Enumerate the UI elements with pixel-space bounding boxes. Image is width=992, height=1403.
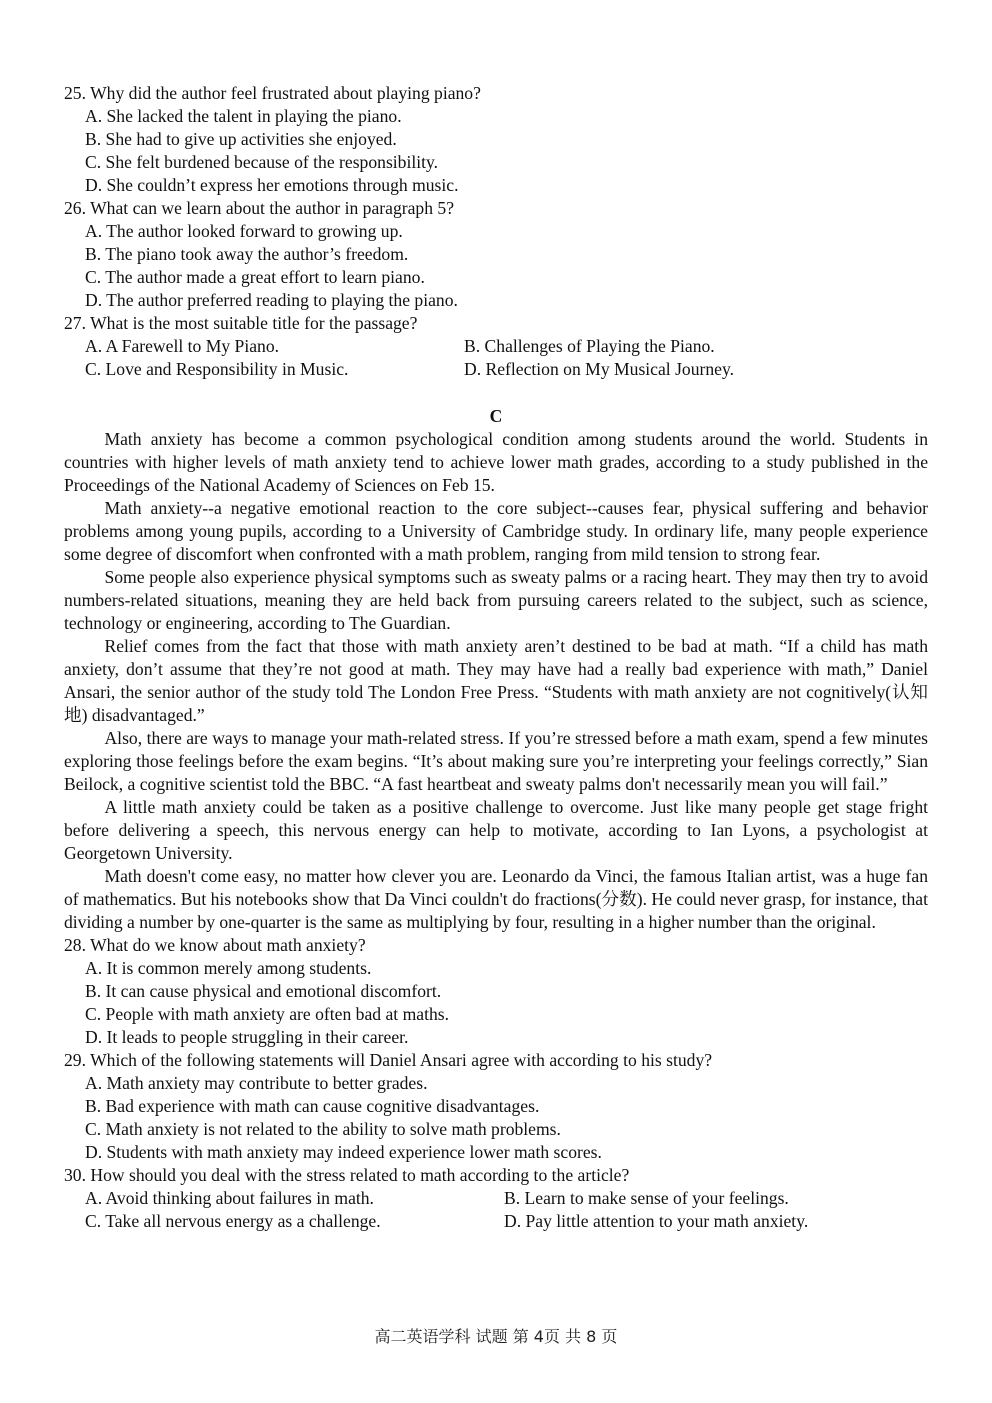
question-25-option-c: C. She felt burdened because of the responsibility. xyxy=(85,152,439,172)
question-29-option-c: C. Math anxiety is not related to the ability to solve math problems. xyxy=(85,1119,561,1139)
passage-paragraph-5: Also, there are ways to manage your math-related stress. If you’re stressed before a math exam, spend a few minutes exploring those feelings before the exam begins. “It’s about making sure you’re interpreting your feelings correctly,” Sian Beilock, a cognitive scientist told the BBC. “A fast heartbeat and sweaty palms don't necessarily mean you will fail.” xyxy=(64,728,928,794)
question-26-stem: 26. What can we learn about the author in paragraph 5? xyxy=(64,198,455,218)
question-29-option-d: D. Students with math anxiety may indeed experience lower math scores. xyxy=(85,1142,602,1162)
question-30-option-d: D. Pay little attention to your math anxiety. xyxy=(504,1211,809,1231)
question-30-option-a: A. Avoid thinking about failures in math. xyxy=(85,1188,374,1208)
question-30-options-row-1 xyxy=(64,1187,928,1210)
question-27-option-c: C. Love and Responsibility in Music. xyxy=(85,359,349,379)
question-26-option-d: D. The author preferred reading to playing the piano. xyxy=(85,290,458,310)
question-27-options-row-2 xyxy=(64,358,928,381)
question-28-option-b: B. It can cause physical and emotional discomfort. xyxy=(85,981,442,1001)
question-27-stem: 27. What is the most suitable title for the passage? xyxy=(64,313,418,333)
question-25-option-a: A. She lacked the talent in playing the piano. xyxy=(85,106,402,126)
passage-paragraph-4: Relief comes from the fact that those with math anxiety aren’t destined to be bad at math. “If a child has math anxiety, don’t assume that they’re not good at math. They may have had a really bad experience with math,” Daniel Ansari, the senior author of the study told The London Free Press. “Students with math anxiety are not cognitively(认知地) disadvantaged.” xyxy=(64,636,928,725)
question-29-option-b: B. Bad experience with math can cause cognitive disadvantages. xyxy=(85,1096,540,1116)
question-26-option-c: C. The author made a great effort to learn piano. xyxy=(85,267,425,287)
question-29-stem: 29. Which of the following statements will Daniel Ansari agree with according to his study? xyxy=(64,1050,713,1070)
question-28-option-c: C. People with math anxiety are often bad at maths. xyxy=(85,1004,449,1024)
question-29-option-a: A. Math anxiety may contribute to better grades. xyxy=(85,1073,428,1093)
question-25-option-d: D. She couldn’t express her emotions through music. xyxy=(85,175,459,195)
passage-paragraph-6: A little math anxiety could be taken as a positive challenge to overcome. Just like many people get stage fright before delivering a speech, this nervous energy can help to motivate, according to Ian Lyons, a psychologist at Georgetown University. xyxy=(64,797,928,863)
question-30-option-c: C. Take all nervous energy as a challenge. xyxy=(85,1211,381,1231)
question-28-stem: 28. What do we know about math anxiety? xyxy=(64,935,366,955)
passage-paragraph-7: Math doesn't come easy, no matter how clever you are. Leonardo da Vinci, the famous Italian artist, was a huge fan of mathematics. But his notebooks show that Da Vinci couldn't do fractions(分数). He could never grasp, for instance, that dividing a number by one-quarter is the same as multiplying by four, resulting in a higher number than the original. xyxy=(64,866,928,932)
question-30-stem: 30. How should you deal with the stress related to math according to the article? xyxy=(64,1165,630,1185)
question-26-option-a: A. The author looked forward to growing up. xyxy=(85,221,403,241)
question-27-option-a: A. A Farewell to My Piano. xyxy=(85,336,280,356)
exam-page xyxy=(64,82,928,1233)
question-27-option-d: D. Reflection on My Musical Journey. xyxy=(464,359,735,379)
passage-paragraph-3: Some people also experience physical symptoms such as sweaty palms or a racing heart. They may then try to avoid numbers-related situations, meaning they are held back from pursuing careers related to the subject, such as science, technology or engineering, according to The Guardian. xyxy=(64,567,928,633)
question-30-option-b: B. Learn to make sense of your feelings. xyxy=(504,1188,789,1208)
question-25-option-b: B. She had to give up activities she enjoyed. xyxy=(85,129,397,149)
question-27-options-row-1 xyxy=(64,335,928,358)
question-27-option-b: B. Challenges of Playing the Piano. xyxy=(464,336,715,356)
question-26-option-b: B. The piano took away the author’s freedom. xyxy=(85,244,409,264)
passage-paragraph-2: Math anxiety--a negative emotional reaction to the core subject--causes fear, physical suffering and behavior problems among young pupils, according to a University of Cambridge study. In ordinary life, many people experience some degree of discomfort when confronted with a math problem, ranging from mild tension to strong fear. xyxy=(64,498,928,564)
page-footer: 高二英语学科 试题 第 4页 共 8 页 xyxy=(374,1327,618,1346)
passage-paragraph-1: Math anxiety has become a common psychological condition among students around the world. Students in countries with higher levels of math anxiety tend to achieve lower math grades, according to a study published in the Proceedings of the National Academy of Sciences on Feb 15. xyxy=(64,429,928,495)
section-c-heading: C xyxy=(489,406,503,426)
question-28-option-d: D. It leads to people struggling in their career. xyxy=(85,1027,409,1047)
question-25-stem: 25. Why did the author feel frustrated about playing piano? xyxy=(64,83,481,103)
question-30-options-row-2 xyxy=(64,1210,928,1233)
question-28-option-a: A. It is common merely among students. xyxy=(85,958,372,978)
